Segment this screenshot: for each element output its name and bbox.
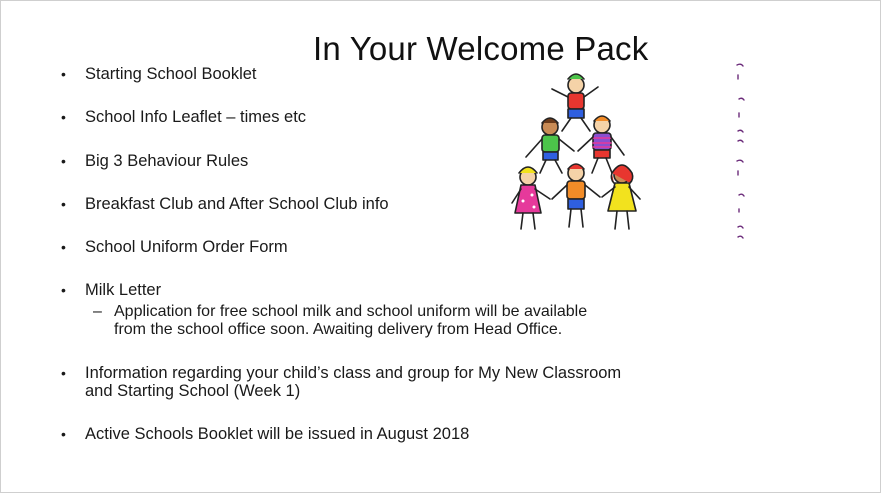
decorative-marks-icon — [729, 61, 753, 251]
bullet-icon: • — [61, 109, 66, 125]
bullet-text: Big 3 Behaviour Rules — [85, 152, 249, 170]
bullet-text: and Starting School (Week 1) — [85, 382, 301, 400]
dash-icon: – — [93, 303, 102, 320]
sub-bullet-line: Application for free school milk and school uniform will be available — [114, 303, 588, 320]
bullet-icon: • — [61, 196, 66, 212]
bullet-text: Breakfast Club and After School Club info — [85, 195, 389, 213]
bullet-icon: • — [61, 282, 66, 298]
children-pyramid-icon — [506, 69, 646, 237]
bullet-text: Milk Letter — [85, 281, 162, 299]
bullet-icon: • — [61, 365, 66, 381]
sub-bullet-line: from the school office soon. Awaiting delivery from Head Office. — [114, 321, 563, 338]
bullet-icon: • — [61, 153, 66, 169]
bullet-text: Information regarding your child’s class and group for My New Classroom — [85, 364, 622, 382]
bullet-text: Starting School Booklet — [85, 65, 257, 83]
slide-title: In Your Welcome Pack — [313, 30, 649, 67]
bullet-icon: • — [61, 239, 66, 255]
bullet-text: School Uniform Order Form — [85, 238, 288, 256]
bullet-icon: • — [61, 66, 66, 82]
bullet-icon: • — [61, 426, 66, 442]
bullet-text: School Info Leaflet – times etc — [85, 108, 307, 126]
bullet-text: Active Schools Booklet will be issued in August 2018 — [85, 425, 470, 443]
